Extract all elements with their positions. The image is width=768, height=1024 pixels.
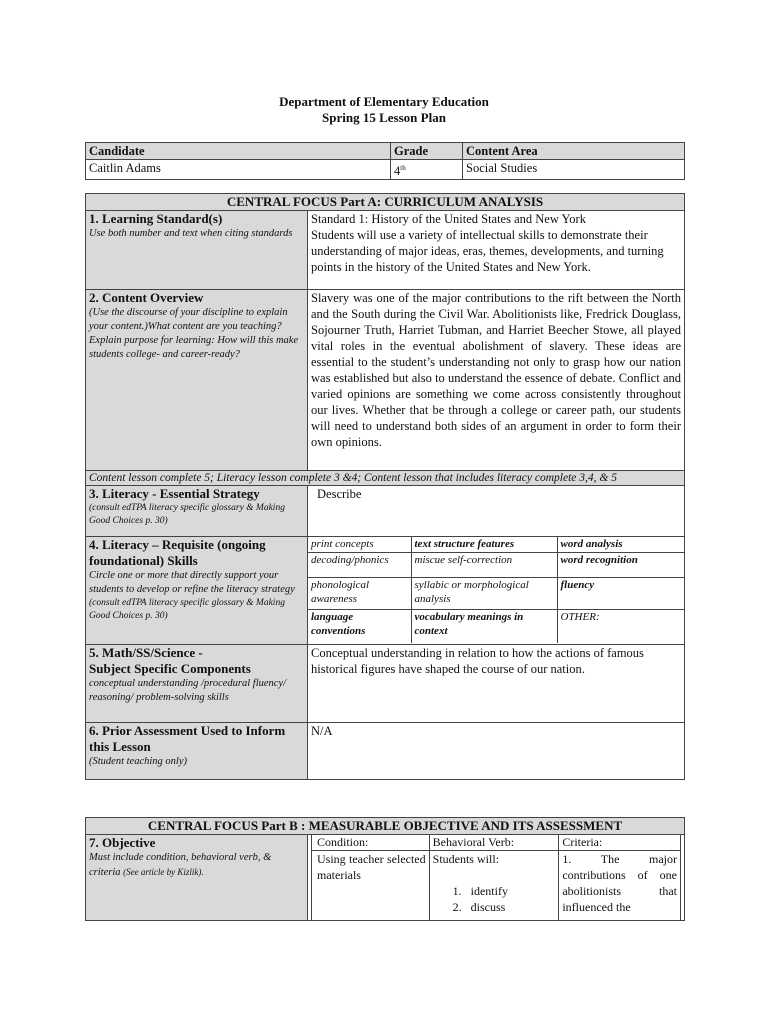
content-overview-label-cell [86, 290, 308, 471]
subject-components-title-2: Subject Specific Components [89, 661, 251, 676]
requisite-skills-hint-2: (consult edTPA literacy specific glossary & Making Good Choices p. 30) [89, 598, 285, 621]
grade-header: Grade [391, 143, 463, 160]
content-area-header: Content Area [463, 143, 685, 160]
skill-other[interactable]: OTHER: [557, 609, 685, 643]
skill-print-concepts[interactable]: print concepts [308, 537, 411, 552]
part-a-table [85, 193, 685, 780]
content-overview-value: Slavery was one of the major contributions to the rift between the North and the South during the Civil War. Abolitionists like, Fredrick Douglass, Sojourner Truth, Harriet Tubman, and Harriet Beecher Stowe, all played vital roles in the eventual abolishment of slavery. These ideas are essential to the student’s understanding not only to grasp how our nation was established but also to understand the essence of debate. Conflict and varied opinions are something we come across consistently throughout our lives. Whether that be through a college or career path, our students will need to understand both sides of an argument in order to form their own opinions. [308, 290, 685, 471]
part-a-title: CENTRAL FOCUS Part A: CURRICULUM ANALYSIS [86, 194, 685, 211]
subject-components-hint: conceptual understanding /procedural fluency/ reasoning/ problem-solving skills [89, 678, 287, 703]
candidate-info-table [85, 142, 685, 180]
requisite-skills-grid-cell [308, 537, 685, 645]
skill-phonological-awareness[interactable]: phonological awareness [308, 577, 411, 609]
learning-standard-hint: Use both number and text when citing standards [89, 228, 293, 239]
standard-text: Students will use a variety of intellectual skills to demonstrate their understanding of major ideas, eras, themes, developments, and turning points in the history of the United States and New York. [311, 228, 664, 274]
subject-components-label-cell [86, 645, 308, 723]
criteria-value: 1. The major contributions of one abolitionists that influenced the [559, 850, 681, 920]
criteria-header: Criteria: [559, 835, 681, 850]
requisite-skills-hint: Circle one or more that directly support your students to develop or refine the literacy strategy [89, 570, 295, 595]
standard-line: Standard 1: History of the United States and New York [311, 212, 586, 226]
behavioral-verb-header: Behavioral Verb: [429, 835, 559, 850]
subject-components-title: 5. Math/SS/Science - [89, 645, 203, 660]
candidate-header: Candidate [86, 143, 391, 160]
verb-intro: Students will: [432, 851, 499, 866]
objective-title: 7. Objective [89, 835, 156, 850]
literacy-strategy-label-cell [86, 486, 308, 537]
skill-vocabulary-meanings[interactable]: vocabulary meanings in context [411, 609, 557, 643]
verb-item-1: 1. identify [452, 883, 508, 898]
part-b-table [85, 817, 685, 921]
subject-components-value: Conceptual understanding in relation to how the actions of famous historical figures have shaped the course of our nation. [308, 645, 685, 723]
learning-standard-title: 1. Learning Standard(s) [89, 211, 223, 226]
learning-standard-label-cell [86, 211, 308, 290]
prior-assessment-title: 6. Prior Assessment Used to Inform this Lesson [89, 723, 286, 754]
candidate-value: Caitlin Adams [86, 160, 391, 180]
learning-standard-value [308, 211, 685, 290]
content-area-value: Social Studies [463, 160, 685, 180]
condition-value: Using teacher selected materials [312, 850, 430, 920]
objective-label-cell [86, 835, 308, 921]
prior-assessment-label-cell [86, 723, 308, 780]
objective-hint: Must include condition, behavioral verb, & criteria (See article by Kizlik). [89, 852, 272, 878]
literacy-strategy-title: 3. Literacy - Essential Strategy [89, 486, 260, 501]
content-overview-title: 2. Content Overview [89, 290, 204, 305]
behavioral-verb-value [429, 850, 559, 920]
verb-item-2: 2. discuss [452, 899, 506, 914]
skills-grid [308, 537, 685, 643]
skill-word-recognition[interactable]: word recognition [557, 552, 685, 577]
skill-decoding-phonics[interactable]: decoding/phonics [308, 552, 411, 577]
requisite-skills-title: 4. Literacy – Requisite (ongoing foundational) Skills [89, 537, 266, 568]
objective-grid-cell [308, 835, 685, 921]
skill-syllabic-morphological-analysis[interactable]: syllabic or morphological analysis [411, 577, 557, 609]
literacy-strategy-hint: (consult edTPA literacy specific glossary & Making Good Choices p. 30) [89, 503, 285, 526]
skill-word-analysis[interactable]: word analysis [557, 537, 685, 552]
lesson-plan-title: Spring 15 Lesson Plan [322, 110, 446, 125]
content-overview-hint: (Use the discourse of your discipline to explain your content.)What content are you teaching? Explain purpose for learning: How will this make students college- and career-ready? [89, 307, 299, 360]
skill-text-structure-features[interactable]: text structure features [411, 537, 557, 552]
skill-fluency[interactable]: fluency [557, 577, 685, 609]
lesson-type-note: Content lesson complete 5; Literacy lesson complete 3 &4; Content lesson that includes literacy complete 3,4, & 5 [86, 471, 685, 486]
requisite-skills-label-cell [86, 537, 308, 645]
prior-assessment-value: N/A [308, 723, 685, 780]
literacy-strategy-value: Describe [308, 486, 685, 537]
objective-grid [311, 835, 681, 920]
department-title: Department of Elementary Education [279, 94, 489, 109]
skill-miscue-self-correction[interactable]: miscue self-correction [411, 552, 557, 577]
part-b-title: CENTRAL FOCUS Part B : MEASURABLE OBJECTIVE AND ITS ASSESSMENT [86, 818, 685, 835]
condition-header: Condition: [312, 835, 430, 850]
prior-assessment-hint: (Student teaching only) [89, 756, 187, 767]
skill-language-conventions[interactable]: language conventions [308, 609, 411, 643]
grade-value: 4th [391, 160, 463, 180]
